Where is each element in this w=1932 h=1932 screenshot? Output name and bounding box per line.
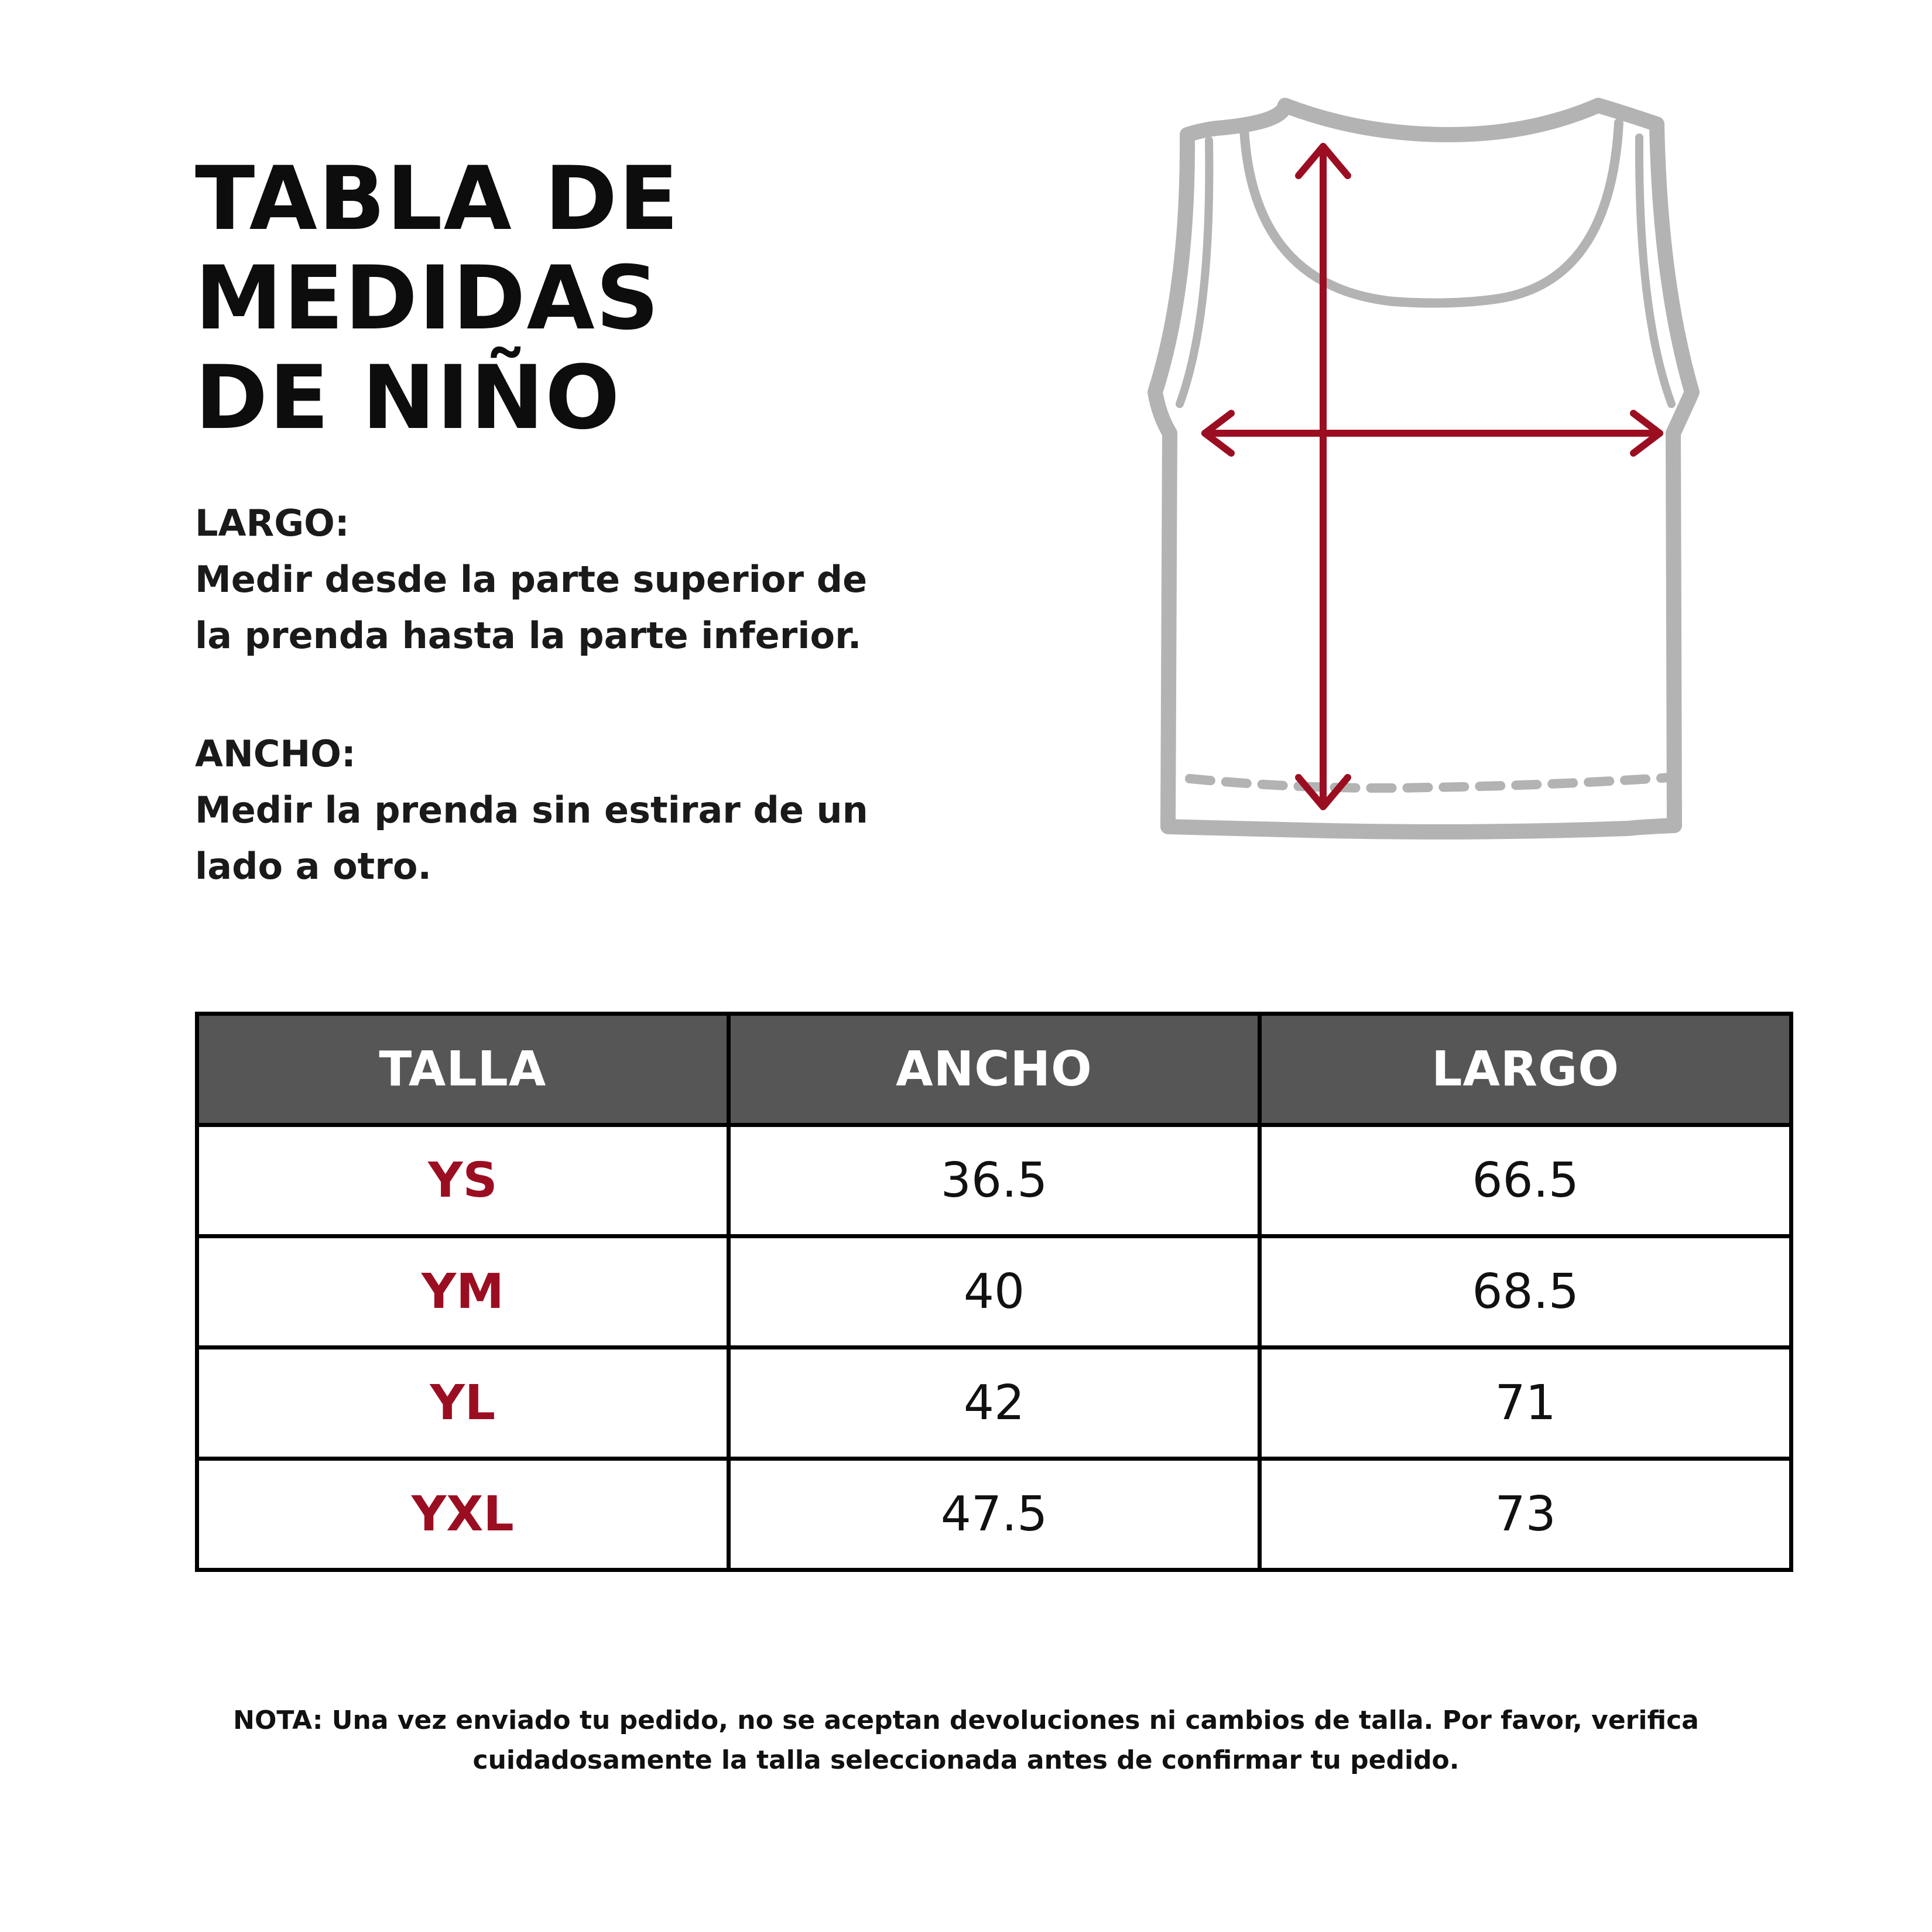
tank-top-diagram [1136, 88, 1721, 849]
largo-text-line: la prenda hasta la parte inferior. [195, 614, 862, 657]
ancho-description [195, 726, 868, 895]
size-cell: YXL [197, 1459, 729, 1570]
largo-cell: 68.5 [1260, 1236, 1791, 1348]
largo-cell: 66.5 [1260, 1125, 1791, 1236]
table-row [197, 1125, 1791, 1236]
ancho-text-line: Medir la prenda sin estirar de un [195, 789, 868, 831]
note-line: NOTA: Una vez enviado tu pedido, no se aceptan devoluciones ni cambios de talla. Por favor, verifica [233, 1705, 1699, 1735]
ancho-cell: 36.5 [728, 1125, 1260, 1236]
size-table [195, 1012, 1793, 1572]
size-cell: YL [197, 1348, 729, 1459]
ancho-cell: 47.5 [728, 1459, 1260, 1570]
size-cell: YS [197, 1125, 729, 1236]
tank-top-icon [1136, 88, 1721, 849]
ancho-text-line: lado a otro. [195, 845, 432, 888]
ancho-cell: 40 [728, 1236, 1260, 1348]
table-header-row [197, 1014, 1791, 1125]
largo-cell: 73 [1260, 1459, 1791, 1570]
neck-binding [1244, 123, 1619, 303]
table-row [197, 1348, 1791, 1459]
hem-stitch [1190, 777, 1670, 788]
title-line: MEDIDAS [195, 248, 660, 350]
note-text [117, 1701, 1815, 1780]
header-talla: TALLA [197, 1014, 729, 1125]
note-line: cuidadosamente la talla seleccionada antes de confirmar tu pedido. [472, 1745, 1460, 1775]
table-row [197, 1459, 1791, 1570]
size-cell: YM [197, 1236, 729, 1348]
ancho-cell: 42 [728, 1348, 1260, 1459]
ancho-heading: ANCHO: [195, 732, 356, 775]
largo-cell: 71 [1260, 1348, 1791, 1459]
title-line: DE NIÑO [195, 347, 621, 449]
header-ancho: ANCHO [728, 1014, 1260, 1125]
page-title [195, 149, 680, 448]
header-largo: LARGO [1260, 1014, 1791, 1125]
largo-heading: LARGO: [195, 502, 350, 544]
title-line: TABLA DE [195, 148, 680, 250]
largo-description [195, 495, 867, 664]
table-row [197, 1236, 1791, 1348]
tank-outline [1155, 105, 1692, 832]
largo-text-line: Medir desde la parte superior de [195, 558, 868, 601]
